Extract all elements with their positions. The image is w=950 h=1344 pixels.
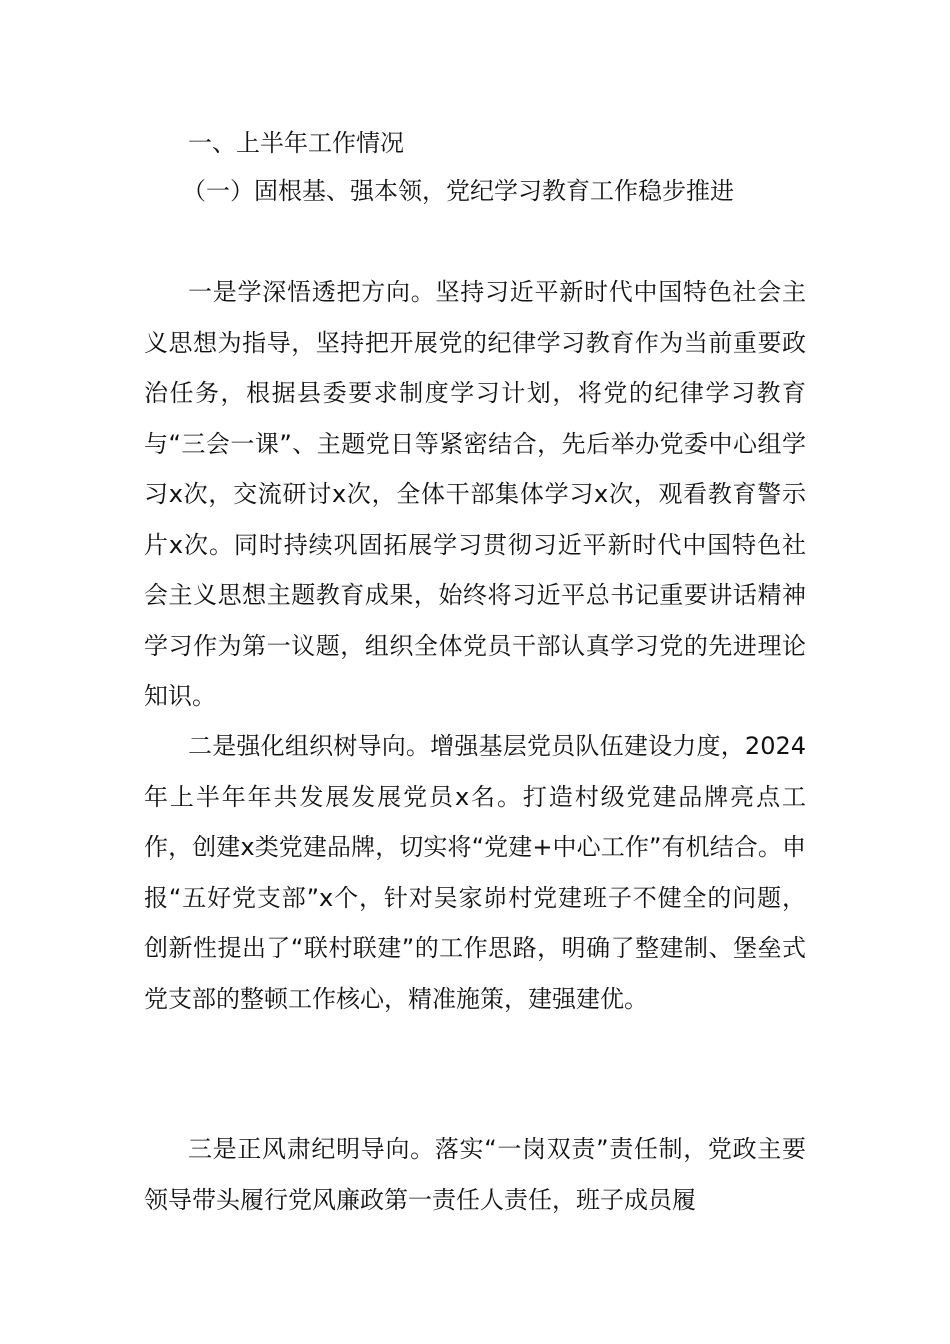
paragraph-2: 二是强化组织树导向。增强基层党员队伍建设力度，2024年上半年年共发展发展党员x名。打造村级党建品牌亮点工作，创建x类党建品牌，切实将“党建+中心工作”有机结合。申报“五好党支部”x个，针对吴家峁村党建班子不健全的问题，创新性提出了“联村联建”的工作思路，明确了整建制、堡垒式党支部的整顿工作核心，精准施策，建强建优。 (144, 732, 806, 1013)
subsection-heading: （一）固根基、强本领，党纪学习教育工作稳步推进 (182, 177, 734, 205)
section-heading: 一、上半年工作情况 (188, 129, 404, 157)
paragraph-1: 一是学深悟透把方向。坚持习近平新时代中国特色社会主义思想为指导，坚持把开展党的纪律学习教育作为当前重要政治任务，根据县委要求制度学习计划，将党的纪律学习教育与“三会一课”、主题党日等紧密结合，先后举办党委中心组学习x次，交流研讨x次，全体干部集体学习x次，观看教育警示片x次。同时持续巩固拓展学习贯彻习近平新时代中国特色社会主义思想主题教育成果，始终将习近平总书记重要讲话精神学习作为第一议题，组织全体党员干部认真学习党的先进理论知识。 (144, 278, 806, 710)
paragraph-3: 三是正风肃纪明导向。落实“一岗双责”责任制，党政主要领导带头履行党风廉政第一责任人责任，班子成员履 (144, 1135, 806, 1214)
